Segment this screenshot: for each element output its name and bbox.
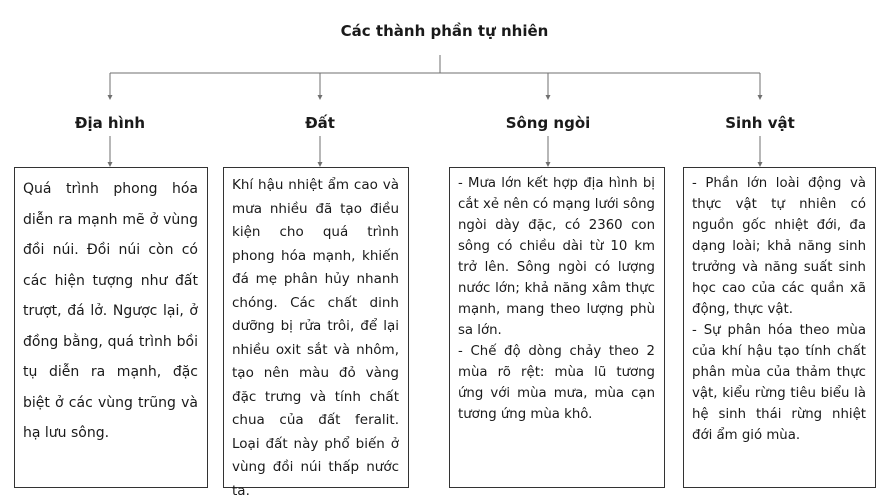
description-box-song-ngoi (449, 167, 665, 488)
arrow-head-4 (758, 95, 763, 100)
arrow-head-3 (546, 95, 551, 100)
description-text: Quá trình phong hóa diễn ra mạnh mẽ ở vùng đồi núi. Đồi núi còn có các hiện tượng như đất trượt, đá lở. Ngược lại, ở đồng bằng, quá trình bồi tụ diễn ra mạnh, đặc biệt ở các vùng trũng và hạ lưu sông. (23, 181, 198, 441)
category-label-dat: Đất (305, 114, 335, 132)
description-box-dia-hinh (14, 167, 208, 488)
description-text: - Chế độ dòng chảy theo 2 mùa rõ rệt: mùa lũ tương ứng với mùa mưa, mùa cạn tương ứng mùa khô. (458, 344, 655, 422)
diagram-title: Các thành phần tự nhiên (340, 22, 549, 40)
category-label-sinh-vat: Sinh vật (725, 114, 795, 132)
description-box-sinh-vat (683, 167, 876, 488)
description-text: - Sự phân hóa theo mùa của khí hậu tạo tính chất phân mùa của thảm thực vật, kiểu rừng tiêu biểu là hệ sinh thái rừng nhiệt đới ẩm gió mùa. (692, 323, 866, 443)
description-text: - Phần lớn loài động và thực vật tự nhiên có nguồn gốc nhiệt đới, đa dạng loài; khả năng sinh trưởng và năng suất sinh học cao của các quần xã động, thực vật. (692, 176, 866, 317)
arrow-head-2 (318, 95, 323, 100)
description-text: Khí hậu nhiệt ẩm cao và mưa nhiều đã tạo điều kiện cho quá trình phong hóa mạnh, khiến đá mẹ phân hủy nhanh chóng. Các chất dinh dưỡng bị rửa trôi, để lại nhiều oxit sắt và nhôm, tạo nên màu đỏ vàng đặc trưng và tính chất chua của đất feralit. Loại đất này phổ biến ở vùng đồi núi thấp nước ta. (232, 177, 399, 499)
category-label-song-ngoi: Sông ngòi (505, 114, 591, 132)
category-label-dia-hinh: Địa hình (74, 114, 146, 132)
description-box-dat (223, 167, 409, 499)
description-text: - Mưa lớn kết hợp địa hình bị cắt xẻ nên có mạng lưới sông ngòi dày đặc, có 2360 con sông có chiều dài từ 10 km trở lên. Sông ngòi có lượng nước lớn; khả năng xâm thực mạnh, mang theo lượng phù sa lớn. (458, 176, 655, 338)
arrow-head-1 (108, 95, 113, 100)
